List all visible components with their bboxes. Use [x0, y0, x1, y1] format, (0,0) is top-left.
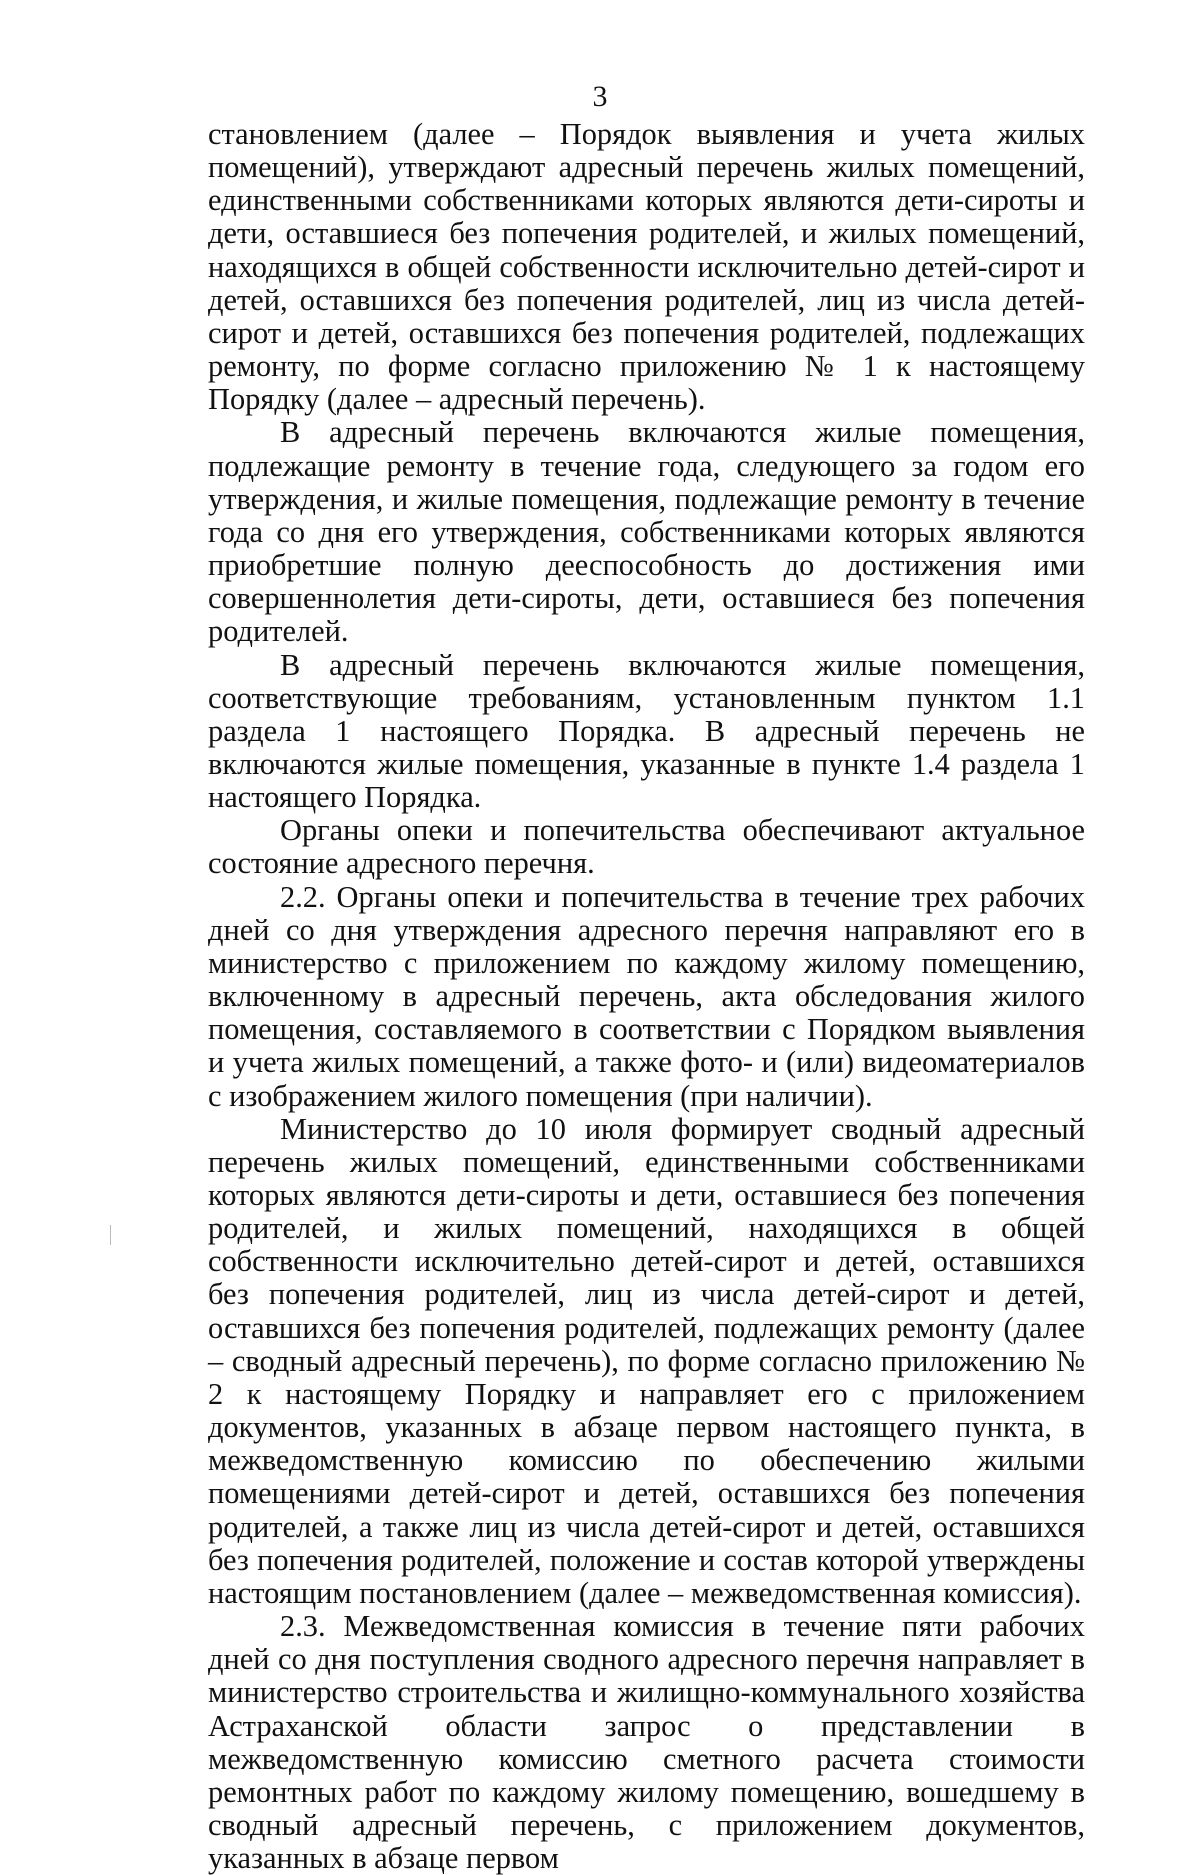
- scan-artifact-mark: [110, 1225, 111, 1245]
- document-body: [208, 118, 1085, 1875]
- paragraph-continuation: становлением (далее – Порядок выявления и учета жилых помещений), утверждают адресный перечень жилых помещений, единственными собственниками которых являются дети-сироты и дети, оставшиеся без попечения родителей, и жилых помещений, находящихся в общей собственности исключительно детей-сирот и детей, оставшихся без попечения родителей, лиц из числа детей-сирот и детей, оставшихся без попечения родителей, подлежащих ремонту, по форме согласно приложению № 1 к настоящему Порядку (далее – адресный перечень).: [208, 117, 1085, 417]
- paragraph-section-2-3: 2.3. Межведомственная комиссия в течение пяти рабочих дней со дня поступления сводного адресного перечня направляет в министерство строительства и жилищно-коммунального хозяйства Астраханской области запрос о представлении в межведомственную комиссию сметного расчета стоимости ремонтных работ по каждому жилому помещению, вошедшему в сводный адресный перечень, с приложением документов, указанных в абзаце первом: [208, 1609, 1085, 1875]
- paragraph-requirements: В адресный перечень включаются жилые помещения, соответствующие требованиям, установленным пунктом 1.1 раздела 1 настоящего Порядка. В адресный перечень не включаются жилые помещения, указанные в пункте 1.4 раздела 1 настоящего Порядка.: [208, 647, 1085, 815]
- paragraph-ministry-list: Министерство до 10 июля формирует сводный адресный перечень жилых помещений, единственными собственниками которых являются дети-сироты и дети, оставшиеся без попечения родителей, и жилых помещений, находящихся в общей собственности исключительно детей-сирот и детей, оставшихся без попечения родителей, лиц из числа детей-сирот и детей, оставшихся без попечения родителей, подлежащих ремонту (далее – сводный адресный перечень), по форме согласно приложению № 2 к настоящему Порядку и направляет его с приложением документов, указанных в абзаце первом настоящего пункта, в межведомственную комиссию по обеспечению жилыми помещениями детей-сирот и детей, оставшихся без попечения родителей, а также лиц из числа детей-сирот и детей, оставшихся без попечения родителей, положение и состав которой утверждены настоящим постановлением (далее – межведомственная комиссия).: [208, 1111, 1085, 1610]
- paragraph-repair-period: В адресный перечень включаются жилые помещения, подлежащие ремонту в течение года, следующего за годом его утверждения, и жилые помещения, подлежащие ремонту в течение года со дня его утверждения, собственниками которых являются приобретшие полную дееспособность до достижения ими совершеннолетия дети-сироты, дети, оставшиеся без попечения родителей.: [208, 415, 1085, 649]
- page-number: 3: [592, 80, 608, 113]
- paragraph-section-2-2: 2.2. Органы опеки и попечительства в течение трех рабочих дней со дня утверждения адресного перечня направляют его в министерство с приложением по каждому жилому помещению, включенному в адресный перечень, акта обследования жилого помещения, составляемого в соответствии с Порядком выявления и учета жилых помещений, а также фото- и (или) видеоматериалов с изображением жилого помещения (при наличии).: [208, 879, 1085, 1113]
- paragraph-guardianship-bodies: Органы опеки и попечительства обеспечивают актуальное состояние адресного перечня.: [208, 813, 1085, 881]
